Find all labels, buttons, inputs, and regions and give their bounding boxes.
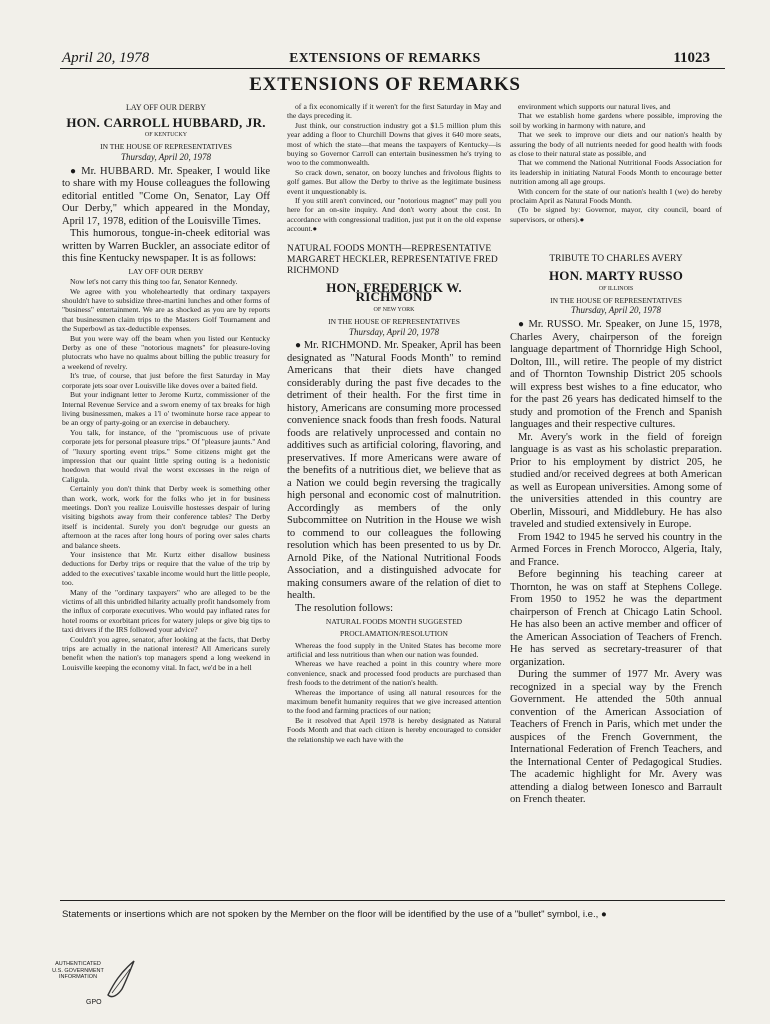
page-title: EXTENSIONS OF REMARKS bbox=[249, 74, 521, 95]
page-number: 11023 bbox=[673, 50, 710, 66]
column-2 bbox=[287, 102, 501, 890]
running-header-section: EXTENSIONS OF REMARKS bbox=[289, 50, 481, 65]
header-rule bbox=[60, 68, 725, 69]
speech-date: Thursday, April 20, 1978 bbox=[120, 151, 212, 162]
speech-intro: Mr. HUBBARD. Mr. Speaker, I would like to share with my House colleagues the following editorial entitled "Come On, Senator, Lay Off Our Derby," which appeared in the Monday, April 17, 1978, edition of the Louisville Times. bbox=[62, 165, 270, 227]
member-name: HON. CARROLL HUBBARD, JR. bbox=[66, 114, 266, 130]
paragraph: Just think, our construction industry got a $1.5 million plum this year adding a floor to Churchill Downs that gives it 640 more seats, most of which the state—that means the taxpayers of Kentucky—is buying so Governor Carroll can entertain businessmen he's trying to woo to the commonwealth. bbox=[287, 120, 501, 168]
bullet-icon: ● bbox=[518, 319, 525, 331]
paragraph: of a fix economically if it weren't for the first Saturday in May and the days preceding it. bbox=[287, 102, 501, 121]
paragraph: If you still aren't convinced, our "notorious magnet" may pull you here for an on-site inquiry. And don't worry about the cost. In accordance with congressional tradition, just put it on the old expense account. bbox=[287, 196, 501, 234]
paragraph: So crack down, senator, on boozy lunches and frivolous flights to golf games. But allow the Derby to thrive as the legitimate business event it unquestionably is. bbox=[287, 167, 501, 196]
paragraph: That we seek to improve our diets and our nation's health by assuring the body of all nutrients needed for good health with foods as close to their natural state as possible, and bbox=[510, 130, 722, 159]
paragraph: Be it resolved that April 1978 is hereby designated as Natural Foods Month and that each citizen is hereby encouraged to consider the relationship we each have with the bbox=[287, 715, 501, 744]
paragraph: Your insistence that Mr. Kurtz either disallow business deductions for Derby trips or require that the value of the trip by added to the executives' taxable income would hurt the little people, too. bbox=[62, 550, 270, 588]
article-headline: TRIBUTE TO CHARLES AVERY bbox=[549, 254, 683, 265]
paragraph: It's true, of course, that just before the first Saturday in May corporate jets soar over Louisville like doves over a baited field. bbox=[62, 371, 270, 390]
editorial-subhead: LAY OFF OUR DERBY bbox=[128, 266, 204, 276]
paragraph: (To be signed by: Governor, mayor, city council, board of supervisors, or others). bbox=[510, 205, 722, 224]
article-headline: LAY OFF OUR DERBY bbox=[125, 103, 207, 112]
paragraph: Couldn't you agree, senator, after looking at the facts, that Derby trips are actually in the national interest? All Americans surely benefit when the nation's top managers spend a long weekend in Louisville keeping the economy vital. In fact, we'd be in a hell bbox=[62, 634, 270, 672]
paragraph: But your indignant letter to Jerome Kurtz, commissioner of the Internal Revenue Service and a sworn enemy of tax breaks for high living businessmen, makes a 1'l o' twominute horse race appear to be an orgy of party-going or an exercise in debauchery. bbox=[62, 390, 270, 428]
paragraph: With concern for the state of our nation's health I (we) do hereby proclaim April as Natural Foods Month. bbox=[510, 186, 722, 206]
member-state: OF ILLINOIS bbox=[598, 285, 634, 292]
article-headline: NATURAL FOODS MONTH—REPRESENTATIVE MARGARET HECKLER, REPRESENTATIVE FRED RICHMOND bbox=[287, 243, 498, 276]
speech-date: Thursday, April 20, 1978 bbox=[348, 326, 440, 337]
paragraph: Before beginning his teaching career at Thornton, he was on staff at Stephens College. From 1950 to 1952 he was the department chairperson of French at Chicago Latin School. He has also been an active member and officer of the American Association of Teachers of French. He has served as secretary-treasurer of that organization. bbox=[510, 569, 722, 668]
speech-intro: This humorous, tongue-in-cheek editorial was written by Warren Buckler, an associate editor of this fine Kentucky newspaper. It is as follows: bbox=[62, 228, 270, 265]
paragraph: We agree with you wholeheartedly that ordinary taxpayers shouldn't have to subsidize three-martini lunches and other forms of "business" entertainment. We are as shocked as you are by reports that businessmen claim trips to the Masters Golf Tournament and the Superbowl as tax-deductible expenses. bbox=[62, 286, 270, 334]
paragraph: During the summer of 1977 Mr. Avery was recognized in a special way by the French Government. He attended the 50th annual convention of the American Association of Teachers of French in Paris, which met under the auspices of the French Government, the International Federation of French Teachers, and the International Center of Pedagogical Studies. The academic highlight for Mr. Avery was attending a dialog between Ionesco and Barrault on French theater. bbox=[510, 669, 722, 806]
column-1 bbox=[62, 102, 270, 890]
footer-rule bbox=[60, 900, 725, 901]
paragraph: environment which supports our natural lives, and bbox=[518, 102, 671, 111]
paragraph: That we establish home gardens where possible, improving the soil by working in harmony with nature, and bbox=[510, 111, 722, 130]
logo-line: U.S. GOVERNMENT bbox=[52, 967, 104, 974]
chamber-line: IN THE HOUSE OF REPRESENTATIVES bbox=[100, 142, 232, 152]
member-name: HON. FREDERICK W. RICHMOND bbox=[326, 279, 462, 305]
bullet-icon: ● bbox=[312, 224, 318, 234]
speech-date: Thursday, April 20, 1978 bbox=[570, 305, 662, 316]
paragraph: You talk, for instance, of the "promiscuous use of private corporate jets for personal pleasure trips." Of "pleasure jaunts." And of "luxury sporting event trips." Some citizens might get the impression that our quaint little spring outing is a hedonistic hoedown that would rival the worst excesses in the reign of Caligula. bbox=[62, 427, 270, 484]
paragraph: The resolution follows: bbox=[295, 602, 393, 614]
paragraph: Mr. Avery's work in the field of foreign language is as vast as his scholastic preparation. Prior to his employment by district 205, he studied and/or received degrees at both American as well as European universities. Among some of the universities attended in this country are Oberlin, Missouri, and Middlebury. He has also traveled and studied extensively in Europe. bbox=[510, 431, 722, 531]
running-header-date: April 20, 1978 bbox=[62, 50, 150, 66]
paragraph: From 1942 to 1945 he served his country in the Armed Forces in French Morocco, Algeria, Italy, and France. bbox=[510, 531, 722, 568]
member-state: OF KENTUCKY bbox=[144, 132, 188, 139]
member-state: OF NEW YORK bbox=[373, 307, 415, 314]
logo-line: INFORMATION bbox=[58, 974, 98, 980]
paragraph: That we commend the National Nutritional Foods Association for its leadership in initiating Natural Foods Month to encourage better nutrition among all age groups. bbox=[510, 158, 722, 187]
resolution-subhead: PROCLAMATION/RESOLUTION bbox=[340, 628, 448, 638]
gpo-label: GPO bbox=[86, 999, 102, 1006]
paragraph: Mr. RUSSO. Mr. Speaker, on June 15, 1978, Charles Avery, chairperson of the foreign language department of Thornridge High School, Dolton, Ill., will retire. The people of my district and of Thornton Township District 205 schools will express best wishes to a fine educator, who for the past 26 years has dedicated himself to the study and promotion of the French and Spanish languages and their respective cultures. bbox=[510, 319, 722, 431]
member-name: HON. MARTY RUSSO bbox=[548, 268, 684, 284]
bullet-icon: ● bbox=[295, 340, 302, 352]
paragraph: Whereas the food supply in the United States has become more artificial and less nutritious than when our nation was founded. bbox=[287, 640, 501, 660]
paragraph: Now let's not carry this thing too far, Senator Kennedy. bbox=[70, 277, 238, 287]
column-3 bbox=[510, 102, 722, 890]
paragraph: Whereas the importance of using all natural resources for the maximum benefit humanity requires that we give increased attention to the food and farming practices of our nation; bbox=[287, 687, 501, 716]
chamber-line: IN THE HOUSE OF REPRESENTATIVES bbox=[328, 316, 460, 326]
resolution-subhead: NATURAL FOODS MONTH SUGGESTED bbox=[325, 617, 463, 627]
paragraph: But you were way off the beam when you listed our Kentucky Derby as one of these "notorious magnets" for pleasure-loving plutocrats who have no qualms about billing the public treasury for a weekend of revelry. bbox=[62, 333, 270, 371]
gpo-authentication-logo bbox=[38, 955, 138, 1015]
bullet-icon: ● bbox=[579, 214, 585, 224]
logo-line: AUTHENTICATED bbox=[55, 961, 101, 967]
bullet-icon: ● bbox=[70, 165, 78, 177]
paragraph: Whereas we have reached a point in this country where more convenience, snack and processed food products are purchased than fresh foods to the detriment of the nation's health. bbox=[287, 659, 501, 688]
eagle-icon bbox=[100, 955, 140, 1005]
speech-intro: Mr. RICHMOND. Mr. Speaker, April has been designated as "Natural Foods Month" to remind Americans that their diets have changed considerably during the past five decades to the detriment of their health. For the first time in history, Americans are consuming more processed convenience snack foods than fresh foods. Natural foods are relatively unprocessed and contain no additives such as artificial coloring, flavoring, and preservatives. If more Americans were aware of the benefits of a nutritious diet, we believe that as a Nation we could begin reversing the tragically high personal and economic cost of malnutrition. Accordingly as members of the only Subcommittee on Nutrition in the House we wish to commend to our colleagues the following resolution which has been presented to us by Dr. Arnold Pike, of the National Nutritional Foods Association, and a distinguished advocate for making consumers aware of the relation of diet to health. bbox=[287, 340, 501, 602]
paragraph: Certainly you don't think that Derby week is something other than work, work, work for the folks who jet in for business meetings. Don't you realize Louisville hostesses despair of luring visiting bigshots away from their conference tables? The Derby itself is incidental. Surely you don't begrudge our guests an afternoon at the races after long hours of poring over sales charts and balance sheets. bbox=[62, 484, 270, 550]
paragraph: Many of the "ordinary taxpayers" who are alleged to be the victims of all this unbridled hilarity actually profit handsomely from the influx of corporate executives. Who would pay inflated rates for hotel rooms or exorbitant prices for watery juleps or give big tips to taxi drivers if the IRS followed your advice? bbox=[62, 587, 270, 635]
chamber-line: IN THE HOUSE OF REPRESENTATIVES bbox=[550, 295, 682, 305]
footer-note: Statements or insertions which are not spoken by the Member on the floor will be identified by the use of a "bullet" symbol, i.e., ● bbox=[62, 909, 607, 920]
